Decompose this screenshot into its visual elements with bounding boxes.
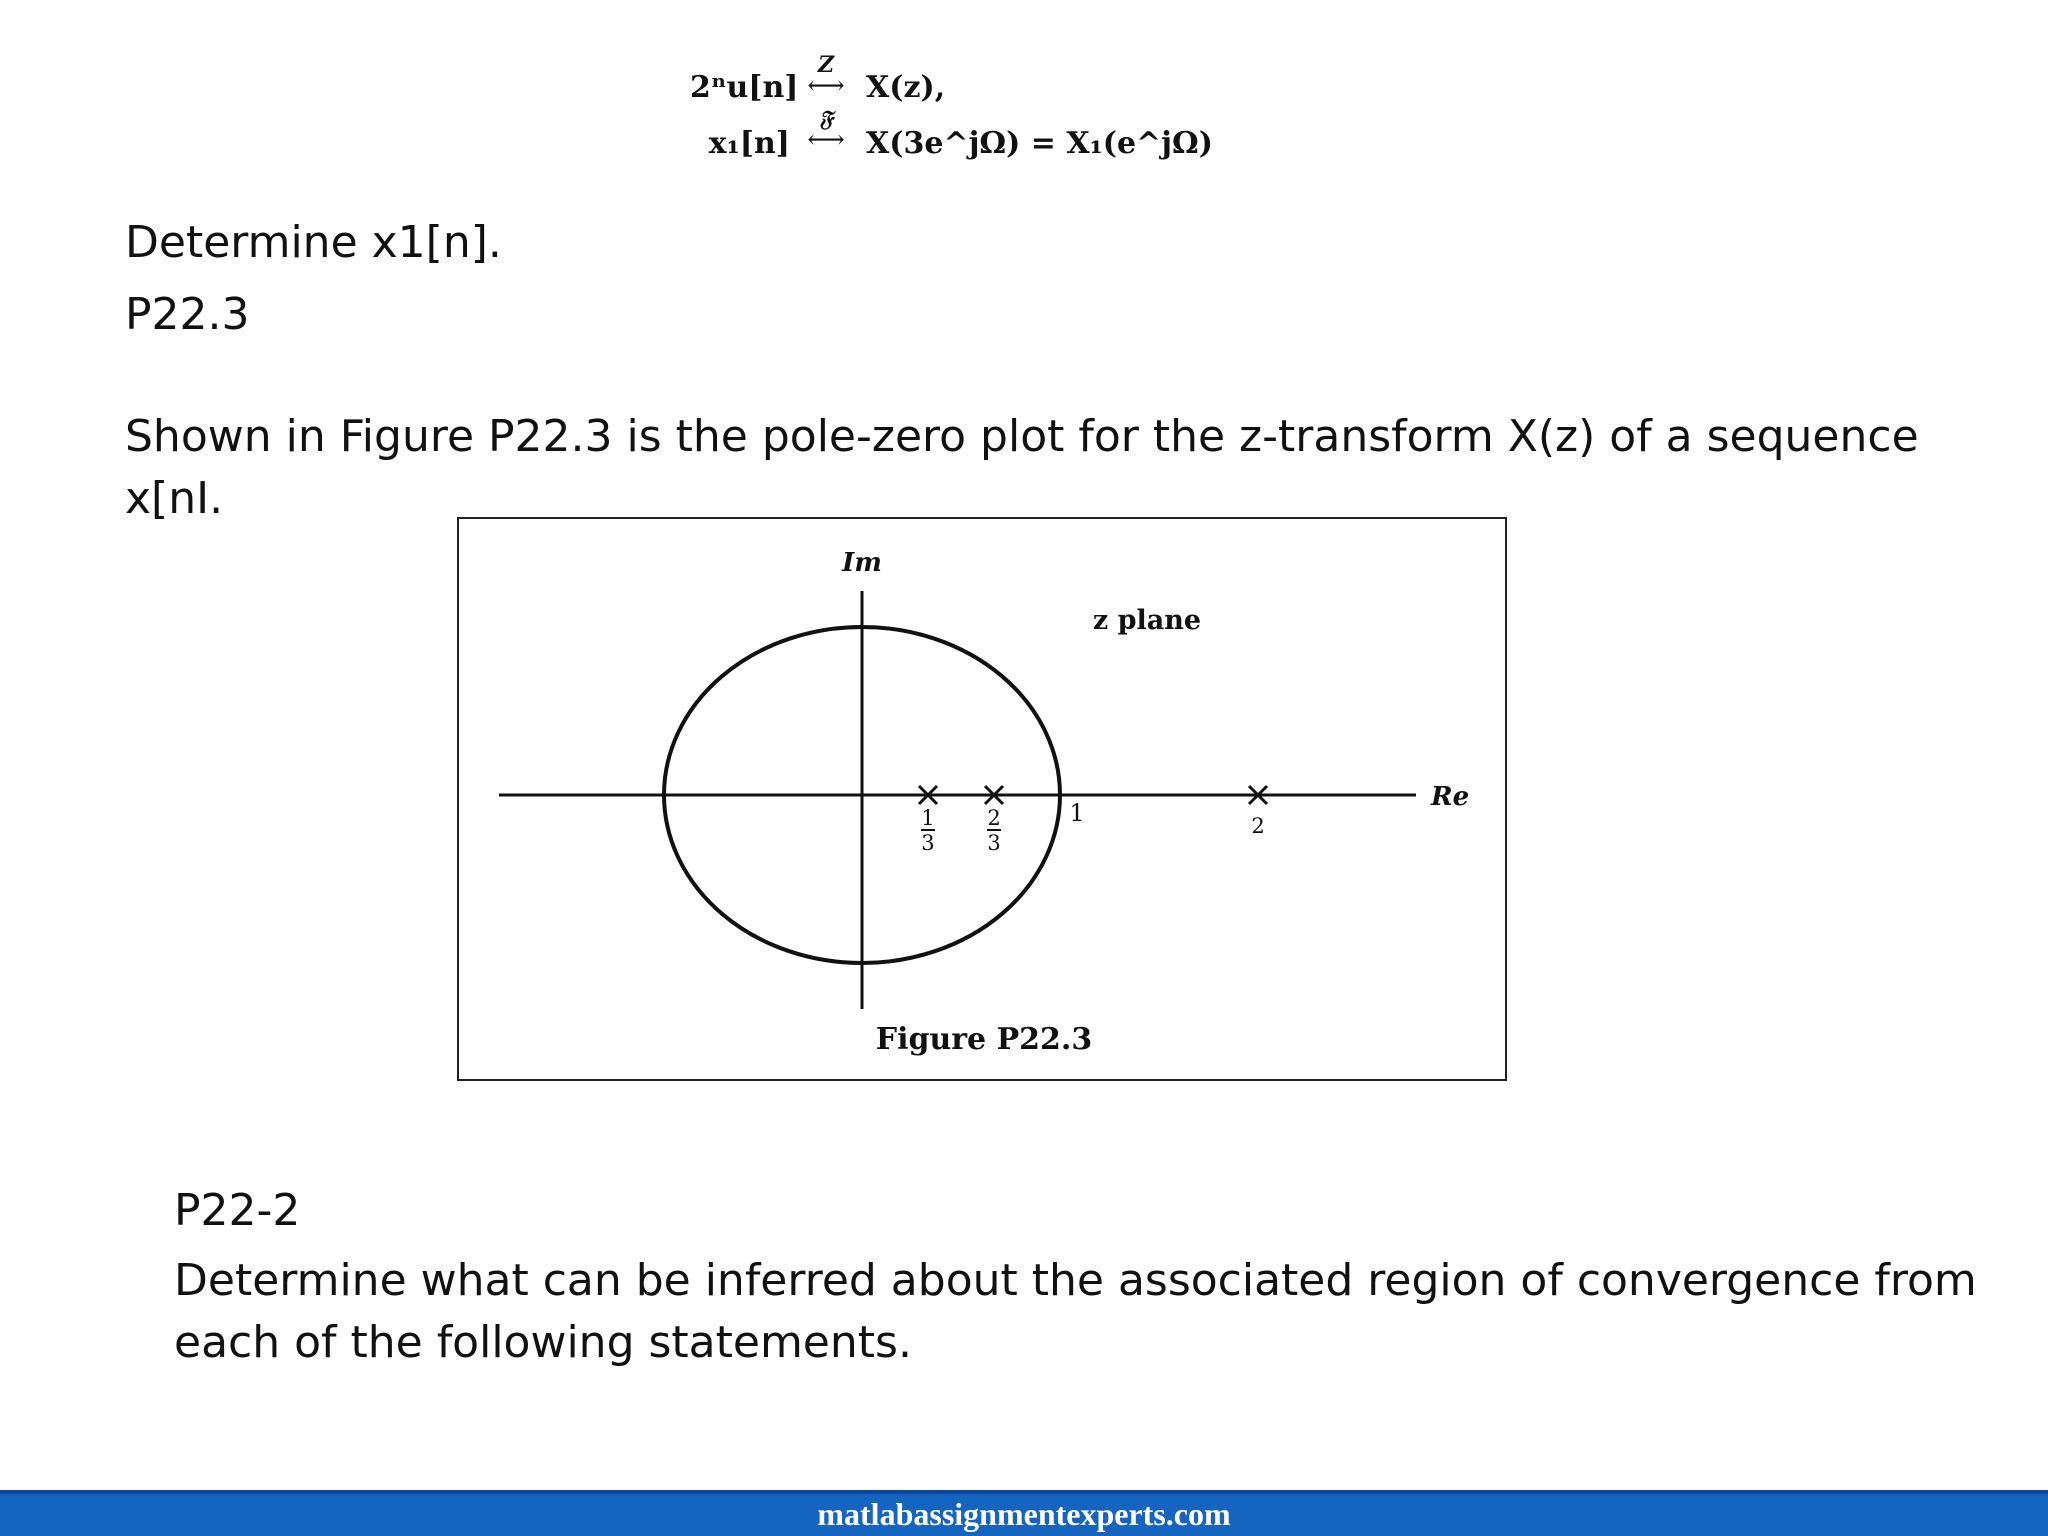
pole-label: 2 — [1251, 814, 1265, 838]
z-transform-arrow — [798, 52, 854, 101]
description-line-1: Shown in Figure P22.3 is the pole-zero plot for the z-transform X(z) of a sequence — [125, 411, 1919, 462]
double-arrow-icon: ⟷ — [807, 125, 845, 155]
z-transform-symbol: Z — [817, 52, 835, 78]
equation-2-lhs: x₁[n] — [708, 126, 790, 161]
fourier-transform-symbol: 𝔉 — [819, 106, 833, 132]
footer-bar — [0, 1490, 2048, 1536]
problem-id: P22.3 — [125, 289, 250, 340]
pole-label-denominator: 3 — [921, 831, 935, 855]
equation-2-rhs: X(3e^jΩ) = X₁(e^jΩ) — [866, 126, 1213, 161]
problem2-line-2: each of the following statements. — [174, 1317, 912, 1368]
problem2-id: P22-2 — [174, 1185, 301, 1236]
pole-zero-plot — [459, 519, 1505, 1079]
double-arrow-icon: ⟷ — [807, 71, 845, 101]
pole-label-numerator: 2 — [987, 806, 1001, 830]
equation-1-lhs: 2ⁿu[n] — [690, 70, 799, 105]
fourier-transform-arrow — [798, 106, 854, 155]
determine-text: Determine x1[n]. — [125, 217, 502, 268]
im-axis-label: Im — [842, 548, 882, 578]
z-plane-label: z plane — [1092, 605, 1202, 636]
pole-label-numerator: 1 — [921, 806, 935, 830]
pole-zero-figure — [457, 517, 1507, 1081]
description-line-2: x[nI. — [125, 473, 224, 524]
equation-1-rhs: X(z), — [866, 70, 946, 105]
pole-label-denominator: 3 — [987, 831, 1001, 855]
figure-caption: Figure P22.3 — [875, 1022, 1093, 1057]
re-axis-label: Re — [1431, 782, 1470, 812]
problem2-line-1: Determine what can be inferred about the associated region of convergence from — [174, 1255, 1977, 1306]
footer-site-link[interactable]: matlabassignmentexperts.com — [817, 1496, 1231, 1532]
transform-equations — [690, 50, 1213, 180]
unit-circle-label: 1 — [1069, 799, 1085, 827]
